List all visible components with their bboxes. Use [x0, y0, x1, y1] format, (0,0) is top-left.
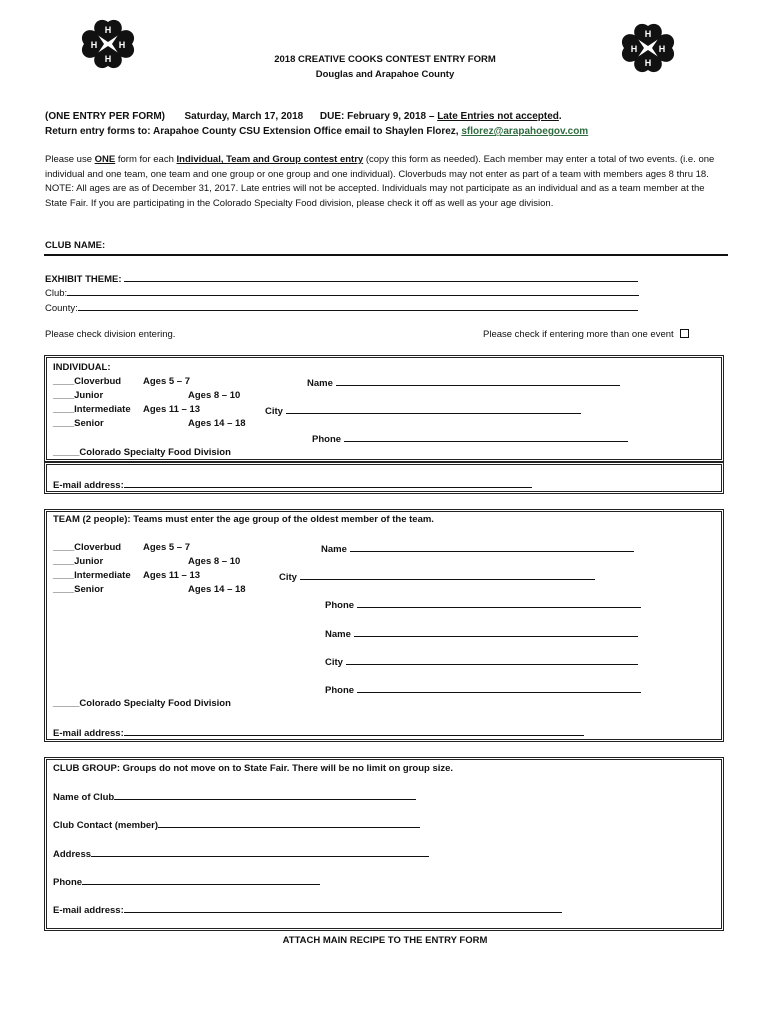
svg-text:H: H [104, 25, 112, 35]
club-row [45, 286, 639, 299]
ind-intermediate-option[interactable]: ____Intermediate [53, 404, 131, 415]
check-more-text: Please check if entering more than one event [483, 329, 674, 340]
ind-junior-option[interactable]: ____Junior [53, 390, 104, 401]
intro-entry-types: Individual, Team and Group contest entry [176, 154, 364, 165]
svg-text:H: H [658, 44, 666, 54]
club-name-label: CLUB NAME: [45, 240, 106, 251]
ind-email-row [53, 478, 532, 491]
team-intermediate-option[interactable]: ____Intermediate [53, 570, 131, 581]
team-cloverbud-ages: Ages 5 – 7 [143, 542, 190, 553]
county-field[interactable] [78, 301, 638, 311]
team-city1-row [279, 570, 595, 583]
svg-text:H: H [104, 54, 112, 64]
instructions-paragraph [45, 153, 725, 211]
group-phone-row [53, 875, 320, 888]
team-phone2-row [325, 683, 641, 696]
team-city1-label: City [279, 572, 297, 583]
svg-text:H: H [630, 44, 638, 54]
team-senior-ages: Ages 14 – 18 [188, 584, 246, 595]
exhibit-theme-label: EXHIBIT THEME: [45, 274, 122, 285]
intro-text-2: form for each [115, 154, 177, 165]
team-senior-option[interactable]: ____Senior [53, 584, 104, 595]
team-phone1-field[interactable] [357, 598, 641, 608]
svg-text:H: H [644, 29, 652, 39]
footer-note: ATTACH MAIN RECIPE TO THE ENTRY FORM [282, 935, 488, 946]
county-label: County: [45, 303, 78, 314]
group-contact-label: Club Contact (member) [53, 820, 159, 831]
form-title: 2018 CREATIVE COOKS CONTEST ENTRY FORM [274, 54, 496, 65]
ind-junior-ages: Ages 8 – 10 [188, 390, 241, 401]
ind-name-label: Name [307, 378, 333, 389]
ind-phone-field[interactable] [344, 432, 628, 442]
ind-intermediate-ages: Ages 11 – 13 [143, 404, 201, 415]
group-email-label: E-mail address: [53, 905, 124, 916]
intro-text-1: Please use [45, 154, 95, 165]
group-phone-field[interactable] [82, 875, 320, 885]
team-name1-field[interactable] [350, 542, 634, 552]
intro-text-3: (copy this form as needed). Each member may enter a total of two events. (i.e. one individual and one team, one team and one group or one group and one individual). Cloverbuds may not enter as part of a team with members ages 8 thru 18. NOTE: All ages are as of December 31, 2017. Late entries will not be accepted. Individuals may not participate as an individual and as a team member at the State Fair. If you are participating in the Colorado Specialty Food division, please check it off as well as your age division. [45, 154, 715, 209]
team-intermediate-ages: Ages 11 – 13 [143, 570, 201, 581]
late-note: Late Entries not accepted [437, 111, 559, 122]
team-phone1-row [325, 598, 641, 611]
ind-city-field[interactable] [286, 404, 581, 414]
return-line [45, 126, 588, 137]
group-heading: CLUB GROUP: Groups do not move on to State Fair. There will be no limit on group size. [53, 763, 454, 774]
team-specialty-option[interactable]: _____Colorado Specialty Food Division [53, 698, 231, 709]
group-email-row [53, 903, 562, 916]
ind-email-field[interactable] [124, 478, 532, 488]
team-name1-row [321, 542, 634, 555]
group-club-name-field[interactable] [114, 790, 416, 800]
late-suffix: . [558, 111, 562, 122]
club-field[interactable] [67, 286, 639, 296]
group-address-label: Address [53, 849, 92, 860]
team-email-label: E-mail address: [53, 728, 124, 739]
svg-text:H: H [118, 40, 126, 50]
ind-specialty-option[interactable]: _____Colorado Specialty Food Division [53, 447, 231, 458]
svg-text:H: H [644, 58, 652, 68]
individual-heading: INDIVIDUAL: [53, 362, 111, 373]
group-email-field[interactable] [124, 903, 562, 913]
check-more-row [483, 329, 689, 340]
team-name1-label: Name [321, 544, 347, 555]
team-cloverbud-option[interactable]: ____Cloverbud [53, 542, 122, 553]
exhibit-theme-field[interactable] [124, 272, 638, 282]
team-phone1-label: Phone [325, 600, 355, 611]
team-phone2-label: Phone [325, 685, 355, 696]
team-heading: TEAM (2 people): Teams must enter the age group of the oldest member of the team. [53, 514, 434, 525]
ind-phone-row [312, 432, 628, 445]
ind-senior-option[interactable]: ____Senior [53, 418, 104, 429]
ind-cloverbud-option[interactable]: ____Cloverbud [53, 376, 122, 387]
team-email-row [53, 726, 584, 739]
due-date: DUE: February 9, 2018 – [319, 111, 438, 122]
contest-date: Saturday, March 17, 2018 [184, 111, 304, 122]
team-name2-field[interactable] [354, 627, 638, 637]
group-phone-label: Phone [53, 877, 83, 888]
contact-email-link[interactable]: sflorez@arapahoegov.com [461, 126, 589, 137]
form-subtitle: Douglas and Arapahoe County [315, 69, 455, 80]
ind-cloverbud-ages: Ages 5 – 7 [143, 376, 190, 387]
group-address-field[interactable] [91, 847, 429, 857]
ind-city-label: City [265, 406, 283, 417]
team-city2-label: City [325, 657, 343, 668]
ind-name-field[interactable] [336, 376, 620, 386]
one-entry-note: (ONE ENTRY PER FORM) [45, 111, 166, 122]
group-address-row [53, 847, 429, 860]
club-name-divider [44, 254, 728, 256]
intro-one: ONE [94, 154, 116, 165]
team-email-field[interactable] [124, 726, 584, 736]
group-contact-field[interactable] [158, 818, 420, 828]
ind-name-row [307, 376, 620, 389]
team-name2-label: Name [325, 629, 351, 640]
club-label: Club: [45, 288, 68, 299]
team-phone2-field[interactable] [357, 683, 641, 693]
return-text: Return entry forms to: Arapahoe County CSU Extension Office email to Shaylen Florez, [45, 126, 462, 137]
team-city2-field[interactable] [346, 655, 638, 665]
svg-text:H: H [90, 40, 98, 50]
team-city2-row [325, 655, 638, 668]
4h-clover-logo-right [620, 22, 676, 74]
team-junior-ages: Ages 8 – 10 [188, 556, 241, 567]
team-name2-row [325, 627, 638, 640]
team-city1-field[interactable] [300, 570, 595, 580]
group-club-name-label: Name of Club [53, 792, 115, 803]
check-division-text: Please check division entering. [45, 329, 176, 340]
group-contact-row [53, 818, 420, 831]
team-junior-option[interactable]: ____Junior [53, 556, 104, 567]
county-row [45, 301, 638, 314]
ind-senior-ages: Ages 14 – 18 [188, 418, 246, 429]
ind-city-row [265, 404, 581, 417]
group-club-name-row [53, 790, 416, 803]
ind-email-label: E-mail address: [53, 480, 124, 491]
ind-phone-label: Phone [312, 434, 342, 445]
entry-line [45, 111, 562, 122]
more-than-one-event-checkbox[interactable] [680, 329, 689, 338]
exhibit-theme-row [45, 272, 638, 285]
